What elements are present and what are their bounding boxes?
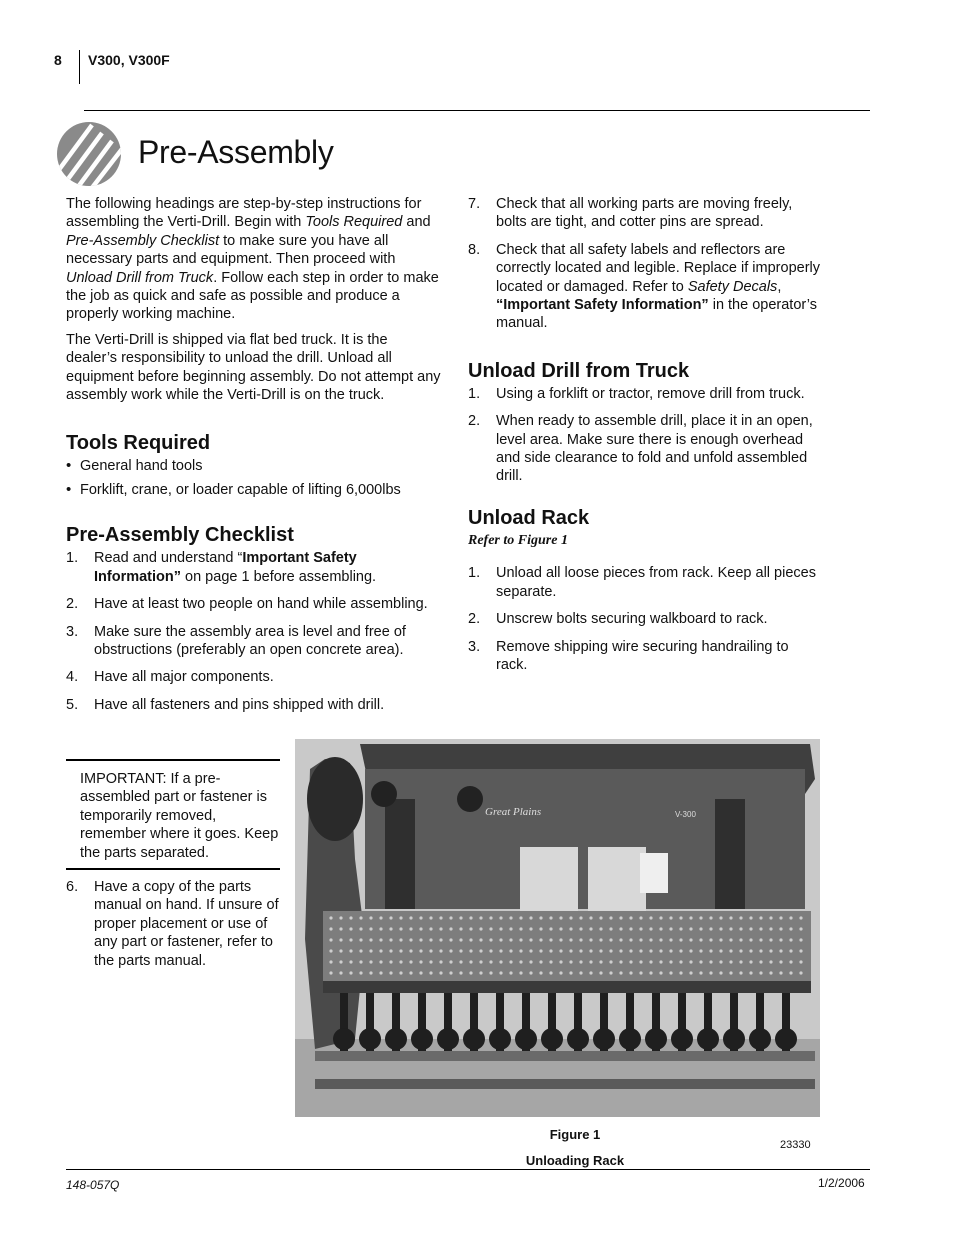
model-name: V300, V300F <box>88 52 170 68</box>
figure-label: Figure 1 <box>549 1127 601 1142</box>
photo-brand-text: Great Plains <box>485 806 542 818</box>
checklist-item: 2. Have at least two people on hand while assembling. <box>66 596 428 613</box>
bullet-icon: • <box>66 457 72 475</box>
header-divider <box>79 50 80 84</box>
header-rule <box>84 110 870 111</box>
checklist-item: 4. Have all major components. <box>66 669 274 686</box>
figure-reference: Refer to Figure 1 <box>468 532 568 548</box>
list-item: 2. When ready to assemble drill, place it in an open, level area. Make sure there is enough overhead and side clearance to fold and unfold assembled drill. <box>468 413 813 485</box>
intro-paragraph-1: The following headings are step-by-step instructions for assembling the Verti-Drill. Begin with Tools Required and Pre-Assembly Checklist to make sure you have all necessary parts and equipment. Then proceed with Unload Drill from Truck. Follow each step in order to make the job as quick and safe as possible and produce a properly working machine. <box>66 196 439 323</box>
list-item: 2. Unscrew bolts securing walkboard to rack. <box>468 611 768 628</box>
page-title: Pre-Assembly <box>138 134 334 170</box>
tools-item: • General hand tools <box>66 457 203 475</box>
checklist-item: 1. Read and understand “Important Safety Information” on page 1 before assembling. <box>66 550 377 585</box>
document-date: 1/2/2006 <box>818 1176 865 1190</box>
checklist-step-8: 8. Check that all safety labels and reflectors are correctly located and legible. Replace if improperly located or damaged. Refer to Safety Decals, “Important Safety Information” in the operator’s manual. <box>468 241 820 332</box>
important-note <box>66 759 280 870</box>
unloading-rack-photo <box>295 739 820 1117</box>
intro-paragraph-2: The Verti-Drill is shipped via flat bed truck. It is the dealer’s responsibility to unload the drill. Unload all equipment before beginning assembly. Do not attempt any assembly work while the Verti-Drill is on the truck. <box>66 331 441 404</box>
checklist-item: 5. Have all fasteners and pins shipped with drill. <box>66 696 385 713</box>
unload-rack-heading: Unload Rack <box>468 506 590 529</box>
photo-model-text: V-300 <box>675 810 696 819</box>
unload-truck-list <box>468 385 820 486</box>
important-note-text: IMPORTANT: If a pre-assembled part or fastener is temporarily removed, remember where it goes. Keep the parts separated. <box>80 771 279 861</box>
checklist-step-7: 7. Check that all working parts are moving freely, bolts are tight, and cotter pins are spread. <box>468 196 793 231</box>
page-number: 8 <box>54 52 62 68</box>
tools-required-heading: Tools Required <box>66 432 211 455</box>
checklist-heading: Pre-Assembly Checklist <box>66 524 294 547</box>
figure-caption: Unloading Rack <box>525 1153 625 1168</box>
bullet-icon: • <box>66 480 72 498</box>
left-column <box>66 195 441 723</box>
document-number: 148-057Q <box>66 1178 120 1192</box>
checklist-list <box>66 549 441 714</box>
figure-number: 23330 <box>780 1139 811 1151</box>
list-item: 1. Unload all loose pieces from rack. Keep all pieces separate. <box>468 565 816 600</box>
tools-item: • Forklift, crane, or loader capable of lifting 6,000lbs <box>66 480 401 498</box>
right-column <box>468 195 820 683</box>
footer-rule <box>66 1169 870 1170</box>
checklist-item: 3. Make sure the assembly area is level and free of obstructions (preferably an open concrete area). <box>66 623 406 658</box>
unload-rack-list <box>468 564 820 674</box>
section-logo-icon <box>56 121 122 187</box>
list-item: 3. Remove shipping wire securing handrailing to rack. <box>468 638 789 673</box>
checklist-step-6: 6. Have a copy of the parts manual on hand. If unsure of proper placement or use of any part or fastener, refer to the parts manual. <box>66 879 279 969</box>
unload-truck-heading: Unload Drill from Truck <box>468 359 690 382</box>
list-item: 1. Using a forklift or tractor, remove drill from truck. <box>468 385 805 402</box>
